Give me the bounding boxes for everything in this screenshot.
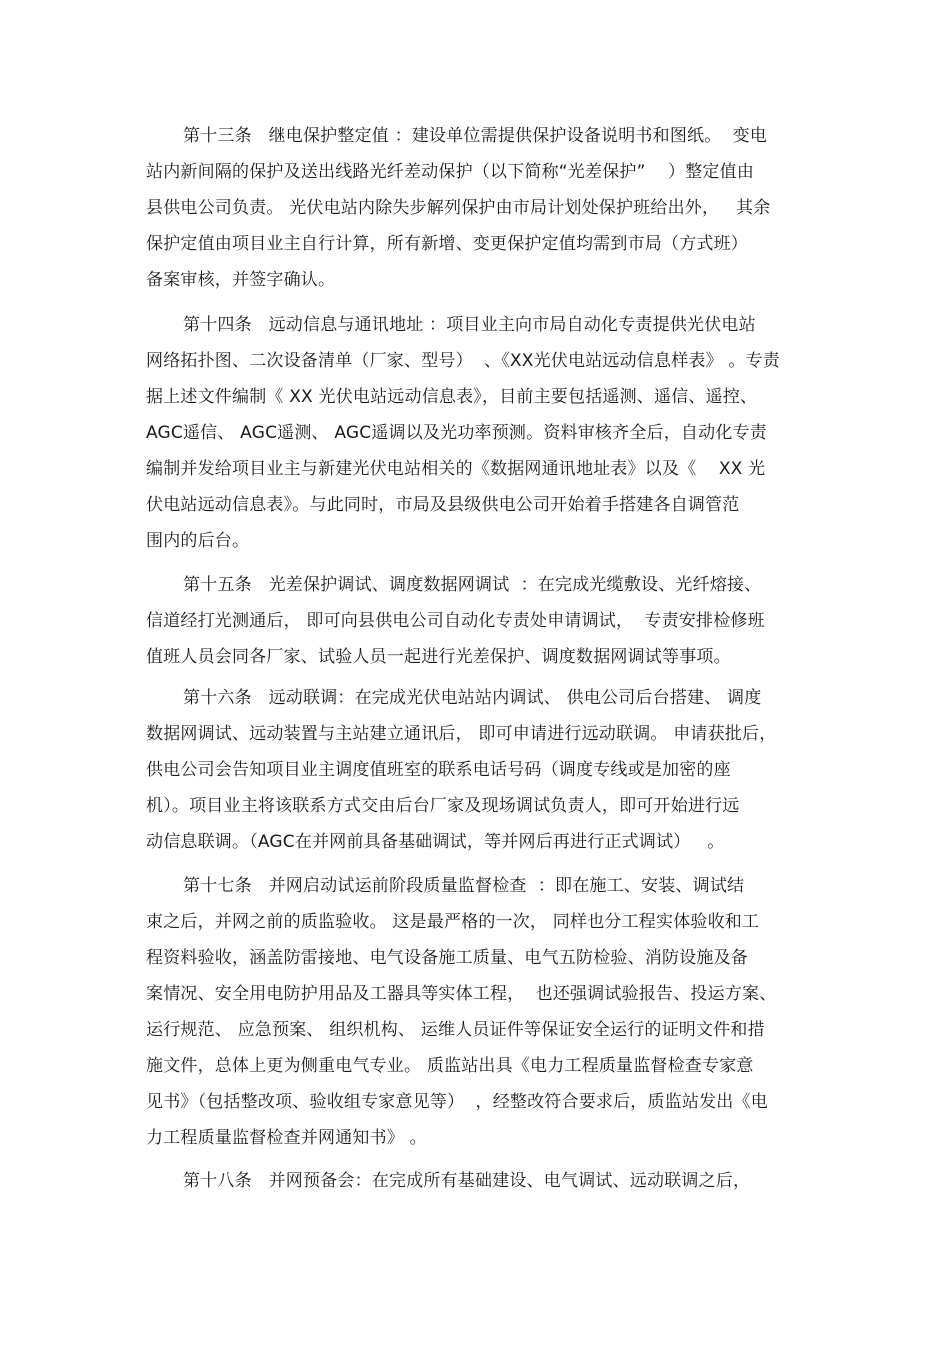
text-line: 力工程质量监督检查并网通知书》 。	[146, 1128, 427, 1148]
text-line: 据上述文件编制《 XX 光伏电站远动信息表》，目前主要包括遥测、遥信、遥控、	[146, 387, 758, 407]
text-line: 施文件，总体上更为侧重电气专业。 质监站出具《电力工程质量监督检查专家意	[146, 1056, 754, 1076]
text-line: 第十三条 继电保护整定值 ：建设单位需提供保护设备说明书和图纸。 变电	[183, 126, 768, 146]
text-line: 机）。项目业主将该联系方式交由后台厂家及现场调试负责人，即可开始进行远	[146, 796, 740, 816]
text-line: 第十五条 光差保护调试、调度数据网调试 ：在完成光缆敷设、光纤熔接、	[183, 575, 762, 595]
text-line: 案情况、安全用电防护用品及工器具等实体工程， 也还强调试验报告、投运方案、	[146, 984, 777, 1004]
text-line: 网络拓扑图、二次设备清单（厂家、型号） 、《XX光伏电站远动信息样表》 。专责	[146, 351, 781, 371]
text-line: 值班人员会同各厂家、试验人员一起进行光差保护、调度数据网调试等事项。	[146, 647, 731, 667]
text-line: 第十八条 并网预备会：在完成所有基础建设、电气调试、远动联调之后，	[183, 1171, 751, 1191]
text-line: 站内新间隔的保护及送出线路光纤差动保护（以下简称“光差保护” ）整定值由	[146, 162, 755, 182]
text-line: 动信息联调。（AGC在并网前具备基础调试，等并网后再进行正式调试） 。	[146, 832, 725, 852]
text-line: 保护定值由项目业主自行计算，所有新增、变更保护定值均需到市局（方式班）	[146, 234, 748, 254]
text-line: 县供电公司负责。 光伏电站内除失步解列保护由市局计划处保护班给出外， 其余	[146, 198, 771, 218]
text-line: 第十四条 远动信息与通讯地址 ：项目业主向市局自动化专责提供光伏电站	[183, 315, 756, 335]
text-line: 备案审核，并签字确认。	[146, 270, 336, 290]
text-line: 见书》（包括整改项、验收组专家意见等） ，经整改符合要求后，质监站发出《电	[146, 1092, 768, 1112]
text-line: 运行规范、 应急预案、 组织机构、 运维人员证件等保证安全运行的证明文件和措	[146, 1020, 765, 1040]
text-line: 围内的后台。	[146, 531, 250, 551]
text-line: 数据网调试、远动装置与主站建立通讯后， 即可申请进行远动联调。 申请获批后，	[146, 724, 777, 744]
text-line: 程资料验收，涵盖防雷接地、电气设备施工质量、电气五防检验、消防设施及备	[146, 948, 748, 968]
text-line: 第十七条 并网启动试运前阶段质量监督检查 ：即在施工、安装、调试结	[183, 876, 745, 896]
text-line: 编制并发给项目业主与新建光伏电站相关的《数据网通讯地址表》以及《 XX 光	[146, 459, 766, 479]
text-line: 信道经打光测通后， 即可向县供电公司自动化专责处申请调试， 专责安排检修班	[146, 611, 765, 631]
text-line: AGC遥信、 AGC遥测、 AGC遥调以及光功率预测。资料审核齐全后，自动化专责	[146, 423, 767, 443]
text-line: 伏电站远动信息表》。与此同时，市局及县级供电公司开始着手搭建各自调管范	[146, 495, 740, 515]
text-line: 供电公司会告知项目业主调度值班室的联系电话号码（调度专线或是加密的座	[146, 760, 731, 780]
text-line: 第十六条 远动联调：在完成光伏电站站内调试、 供电公司后台搭建、 调度	[183, 688, 762, 708]
text-line: 束之后，并网之前的质监验收。 这是最严格的一次， 同样也分工程实体验收和工	[146, 912, 760, 932]
